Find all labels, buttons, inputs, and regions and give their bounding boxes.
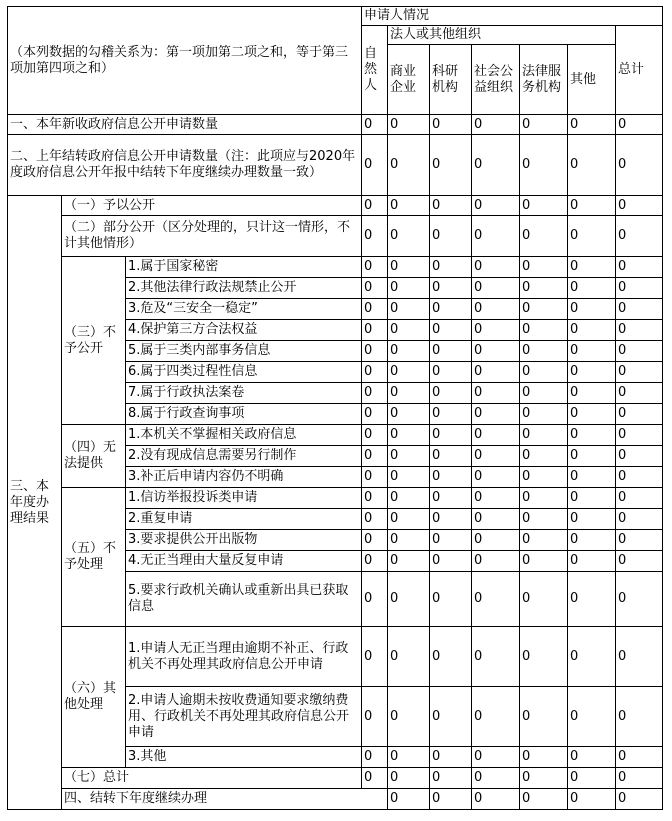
row-label: 2.没有现成信息需要另行制作 xyxy=(126,446,362,467)
table-row xyxy=(8,488,663,509)
value-cell: 0 xyxy=(472,216,520,257)
header-legal-service: 法律服务机构 xyxy=(520,45,568,115)
row-label: 1.信访举报投诉类申请 xyxy=(126,488,362,509)
row-label: 四、结转下年度继续办理 xyxy=(62,789,388,810)
value-cell: 0 xyxy=(362,509,388,530)
row-label: 7.属于行政执法案卷 xyxy=(126,383,362,404)
row-label: 4.无正当理由大量反复申请 xyxy=(126,551,362,572)
value-cell: 0 xyxy=(568,278,616,299)
value-cell: 0 xyxy=(388,362,430,383)
value-cell: 0 xyxy=(362,115,388,135)
value-cell: 0 xyxy=(430,320,472,341)
row-label: 2.重复申请 xyxy=(126,509,362,530)
value-cell: 0 xyxy=(568,135,616,196)
value-cell: 0 xyxy=(388,687,430,747)
value-cell: 0 xyxy=(568,488,616,509)
value-cell: 0 xyxy=(388,341,430,362)
value-cell: 0 xyxy=(362,467,388,488)
row-label: 8.属于行政查询事项 xyxy=(126,404,362,425)
value-cell: 0 xyxy=(388,530,430,551)
group-other-processing-label: （六）其他处理 xyxy=(62,627,126,768)
value-cell: 0 xyxy=(430,446,472,467)
value-cell: 0 xyxy=(430,216,472,257)
value-cell: 0 xyxy=(388,627,430,687)
value-cell: 0 xyxy=(362,216,388,257)
value-cell: 0 xyxy=(388,446,430,467)
header-business: 商业企业 xyxy=(388,45,430,115)
value-cell: 0 xyxy=(472,627,520,687)
value-cell: 0 xyxy=(472,768,520,789)
value-cell: 0 xyxy=(388,551,430,572)
value-cell: 0 xyxy=(616,687,663,747)
row-label: 1.申请人无正当理由逾期不补正、行政机关不再处理其政府信息公开申请 xyxy=(126,627,362,687)
value-cell: 0 xyxy=(568,509,616,530)
value-cell: 0 xyxy=(362,299,388,320)
value-cell: 0 xyxy=(472,572,520,627)
value-cell: 0 xyxy=(472,341,520,362)
value-cell: 0 xyxy=(388,789,430,810)
value-cell: 0 xyxy=(568,362,616,383)
value-cell: 0 xyxy=(472,320,520,341)
value-cell: 0 xyxy=(472,135,520,196)
value-cell: 0 xyxy=(616,572,663,627)
value-cell: 0 xyxy=(362,530,388,551)
value-cell: 0 xyxy=(568,572,616,627)
value-cell: 0 xyxy=(472,115,520,135)
value-cell: 0 xyxy=(616,404,663,425)
value-cell: 0 xyxy=(472,509,520,530)
value-cell: 0 xyxy=(472,404,520,425)
value-cell: 0 xyxy=(520,488,568,509)
value-cell: 0 xyxy=(568,789,616,810)
value-cell: 0 xyxy=(568,467,616,488)
value-cell: 0 xyxy=(520,320,568,341)
value-cell: 0 xyxy=(616,509,663,530)
value-cell: 0 xyxy=(616,425,663,446)
value-cell: 0 xyxy=(616,789,663,810)
value-cell: 0 xyxy=(388,747,430,768)
value-cell: 0 xyxy=(568,768,616,789)
value-cell: 0 xyxy=(362,362,388,383)
value-cell: 0 xyxy=(362,320,388,341)
value-cell: 0 xyxy=(520,768,568,789)
table-row xyxy=(8,627,663,687)
value-cell: 0 xyxy=(388,425,430,446)
value-cell: 0 xyxy=(388,216,430,257)
value-cell: 0 xyxy=(568,551,616,572)
value-cell: 0 xyxy=(362,278,388,299)
value-cell: 0 xyxy=(568,446,616,467)
row-label: （二）部分公开（区分处理的，只计这一情形，不计其他情形） xyxy=(62,216,362,257)
value-cell: 0 xyxy=(616,768,663,789)
value-cell: 0 xyxy=(568,404,616,425)
value-cell: 0 xyxy=(520,687,568,747)
row-results-total xyxy=(8,768,663,789)
value-cell: 0 xyxy=(430,299,472,320)
value-cell: 0 xyxy=(362,627,388,687)
value-cell: 0 xyxy=(520,425,568,446)
value-cell: 0 xyxy=(520,627,568,687)
header-applicant: 申请人情况 xyxy=(362,7,663,26)
header-legal-group: 法人或其他组织 xyxy=(388,26,616,45)
row-partially-disclosed xyxy=(8,216,663,257)
value-cell: 0 xyxy=(472,467,520,488)
value-cell: 0 xyxy=(616,257,663,278)
value-cell: 0 xyxy=(362,404,388,425)
row-label: 二、上年结转政府信息公开申请数量（注：此项应与2020年度政府信息公开年报中结转下年度继续办理数量一致） xyxy=(8,135,362,196)
value-cell: 0 xyxy=(388,115,430,135)
value-cell: 0 xyxy=(362,687,388,747)
value-cell: 0 xyxy=(568,747,616,768)
value-cell: 0 xyxy=(388,135,430,196)
value-cell: 0 xyxy=(568,115,616,135)
value-cell: 0 xyxy=(430,530,472,551)
value-cell: 0 xyxy=(430,687,472,747)
value-cell: 0 xyxy=(472,488,520,509)
value-cell: 0 xyxy=(430,789,472,810)
row-label: 6.属于四类过程性信息 xyxy=(126,362,362,383)
value-cell: 0 xyxy=(616,278,663,299)
value-cell: 0 xyxy=(520,551,568,572)
value-cell: 0 xyxy=(616,135,663,196)
value-cell: 0 xyxy=(616,627,663,687)
value-cell: 0 xyxy=(388,383,430,404)
value-cell: 0 xyxy=(520,467,568,488)
value-cell: 0 xyxy=(520,572,568,627)
value-cell: 0 xyxy=(520,509,568,530)
gov-info-disclosure-table xyxy=(7,6,663,810)
row-carried-over xyxy=(8,135,663,196)
table-row xyxy=(8,425,663,446)
value-cell: 0 xyxy=(430,488,472,509)
value-cell: 0 xyxy=(568,257,616,278)
row-label: 2.其他法律行政法规禁止公开 xyxy=(126,278,362,299)
value-cell: 0 xyxy=(362,768,388,789)
row-label: （一）予以公开 xyxy=(62,196,362,216)
row-label: 5.属于三类内部事务信息 xyxy=(126,341,362,362)
value-cell: 0 xyxy=(472,747,520,768)
value-cell: 0 xyxy=(430,509,472,530)
value-cell: 0 xyxy=(430,341,472,362)
value-cell: 0 xyxy=(430,467,472,488)
value-cell: 0 xyxy=(616,488,663,509)
table-row xyxy=(8,257,663,278)
value-cell: 0 xyxy=(362,425,388,446)
value-cell: 0 xyxy=(616,446,663,467)
value-cell: 0 xyxy=(616,320,663,341)
value-cell: 0 xyxy=(568,530,616,551)
value-cell: 0 xyxy=(616,747,663,768)
value-cell: 0 xyxy=(388,278,430,299)
value-cell: 0 xyxy=(388,299,430,320)
header-research: 科研机构 xyxy=(430,45,472,115)
value-cell: 0 xyxy=(520,404,568,425)
value-cell: 0 xyxy=(430,278,472,299)
value-cell: 0 xyxy=(430,425,472,446)
value-cell: 0 xyxy=(430,135,472,196)
header-natural-person: 自然人 xyxy=(362,26,388,115)
value-cell: 0 xyxy=(362,551,388,572)
value-cell: 0 xyxy=(362,488,388,509)
value-cell: 0 xyxy=(616,362,663,383)
value-cell: 0 xyxy=(388,467,430,488)
value-cell: 0 xyxy=(568,196,616,216)
row-new-requests xyxy=(8,115,663,135)
value-cell: 0 xyxy=(616,196,663,216)
value-cell: 0 xyxy=(520,257,568,278)
value-cell: 0 xyxy=(616,383,663,404)
value-cell: 0 xyxy=(362,135,388,196)
group-not-disclosed-label: （三）不予公开 xyxy=(62,257,126,425)
value-cell: 0 xyxy=(472,551,520,572)
row-label: 3.危及“三安全一稳定” xyxy=(126,299,362,320)
value-cell: 0 xyxy=(520,789,568,810)
value-cell: 0 xyxy=(388,196,430,216)
value-cell: 0 xyxy=(362,341,388,362)
value-cell: 0 xyxy=(388,320,430,341)
value-cell: 0 xyxy=(430,768,472,789)
group-not-processed-label: （五）不予处理 xyxy=(62,488,126,627)
value-cell: 0 xyxy=(430,627,472,687)
value-cell: 0 xyxy=(430,257,472,278)
row-label: 4.保护第三方合法权益 xyxy=(126,320,362,341)
row-label: （七）总计 xyxy=(62,768,362,789)
value-cell: 0 xyxy=(472,196,520,216)
section-results-label: 三、本年度办理结果 xyxy=(8,196,62,810)
row-label: 1.本机关不掌握相关政府信息 xyxy=(126,425,362,446)
value-cell: 0 xyxy=(430,115,472,135)
row-label: 1.属于国家秘密 xyxy=(126,257,362,278)
value-cell: 0 xyxy=(568,425,616,446)
value-cell: 0 xyxy=(616,216,663,257)
header-total: 总计 xyxy=(616,26,663,115)
header-note: （本列数据的勾稽关系为：第一项加第二项之和，等于第三项加第四项之和） xyxy=(8,7,362,115)
group-unable-provide-label: （四）无法提供 xyxy=(62,425,126,488)
value-cell: 0 xyxy=(430,572,472,627)
value-cell: 0 xyxy=(472,299,520,320)
value-cell: 0 xyxy=(568,299,616,320)
value-cell: 0 xyxy=(520,135,568,196)
value-cell: 0 xyxy=(362,572,388,627)
row-label: 5.要求行政机关确认或重新出具已获取信息 xyxy=(126,572,362,627)
value-cell: 0 xyxy=(430,551,472,572)
value-cell: 0 xyxy=(388,572,430,627)
value-cell: 0 xyxy=(520,299,568,320)
row-label: 3.要求提供公开出版物 xyxy=(126,530,362,551)
value-cell: 0 xyxy=(362,196,388,216)
value-cell: 0 xyxy=(388,257,430,278)
value-cell: 0 xyxy=(568,320,616,341)
value-cell: 0 xyxy=(616,551,663,572)
value-cell: 0 xyxy=(362,747,388,768)
value-cell: 0 xyxy=(388,509,430,530)
value-cell: 0 xyxy=(472,362,520,383)
header-social: 社会公益组织 xyxy=(472,45,520,115)
value-cell: 0 xyxy=(430,362,472,383)
value-cell: 0 xyxy=(520,747,568,768)
value-cell: 0 xyxy=(520,362,568,383)
value-cell: 0 xyxy=(362,446,388,467)
value-cell: 0 xyxy=(472,278,520,299)
value-cell: 0 xyxy=(472,383,520,404)
row-carry-forward xyxy=(8,789,663,810)
value-cell: 0 xyxy=(520,278,568,299)
value-cell: 0 xyxy=(388,404,430,425)
value-cell: 0 xyxy=(472,789,520,810)
value-cell: 0 xyxy=(430,383,472,404)
value-cell: 0 xyxy=(388,488,430,509)
value-cell: 0 xyxy=(520,341,568,362)
value-cell: 0 xyxy=(520,196,568,216)
value-cell: 0 xyxy=(568,383,616,404)
value-cell: 0 xyxy=(520,115,568,135)
value-cell: 0 xyxy=(520,446,568,467)
value-cell: 0 xyxy=(568,627,616,687)
value-cell: 0 xyxy=(472,257,520,278)
value-cell: 0 xyxy=(520,216,568,257)
value-cell: 0 xyxy=(568,341,616,362)
value-cell: 0 xyxy=(616,467,663,488)
row-disclosed xyxy=(8,196,663,216)
value-cell: 0 xyxy=(568,687,616,747)
value-cell: 0 xyxy=(472,530,520,551)
value-cell: 0 xyxy=(616,299,663,320)
value-cell: 0 xyxy=(568,216,616,257)
value-cell: 0 xyxy=(472,687,520,747)
header-other: 其他 xyxy=(568,45,616,115)
row-label: 2.申请人逾期未按收费通知要求缴纳费用、行政机关不再处理其政府信息公开申请 xyxy=(126,687,362,747)
value-cell: 0 xyxy=(362,383,388,404)
value-cell: 0 xyxy=(430,747,472,768)
value-cell: 0 xyxy=(472,425,520,446)
row-label: 3.补正后申请内容仍不明确 xyxy=(126,467,362,488)
value-cell: 0 xyxy=(520,530,568,551)
row-label: 3.其他 xyxy=(126,747,362,768)
value-cell: 0 xyxy=(616,115,663,135)
value-cell: 0 xyxy=(616,530,663,551)
value-cell: 0 xyxy=(430,196,472,216)
value-cell: 0 xyxy=(472,446,520,467)
value-cell: 0 xyxy=(616,341,663,362)
value-cell: 0 xyxy=(388,768,430,789)
row-label: 一、本年新收政府信息公开申请数量 xyxy=(8,115,362,135)
value-cell: 0 xyxy=(362,257,388,278)
value-cell: 0 xyxy=(520,383,568,404)
value-cell: 0 xyxy=(430,404,472,425)
